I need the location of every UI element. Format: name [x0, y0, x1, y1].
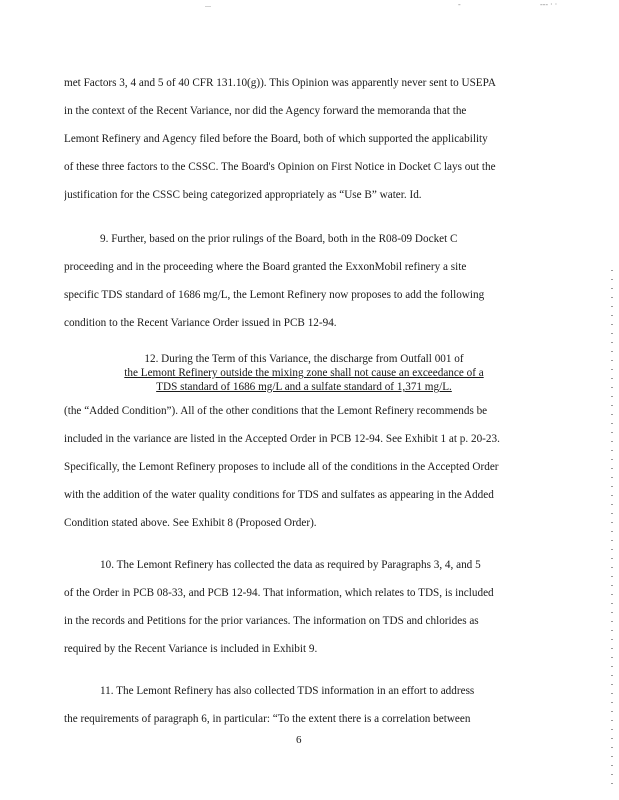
text-line: in the records and Petitions for the prior variances. The information on TDS and chlorides as [64, 615, 479, 627]
text-line: with the addition of the water quality conditions for TDS and sulfates as appearing in the Added [64, 489, 494, 501]
added-condition-quote: the Lemont Refinery outside the mixing zone shall not cause an exceedance of a [124, 367, 484, 379]
paragraph-11-start: 11. The Lemont Refinery has also collected TDS information in an effort to address [100, 685, 475, 697]
text-line: (the “Added Condition”). All of the other conditions that the Lemont Refinery recommends be [64, 405, 488, 417]
text-line: required by the Recent Variance is included in Exhibit 9. [64, 643, 318, 655]
text-line: Specifically, the Lemont Refinery proposes to include all of the conditions in the Accepted Order [64, 461, 499, 473]
scan-artifact: ... [205, 0, 211, 9]
text-line: proceeding and in the proceeding where the Board granted the ExxonMobil refinery a site [64, 261, 467, 273]
scan-artifact: --- · · [540, 0, 558, 9]
text-line: the requirements of paragraph 6, in particular: “To the extent there is a correlation between [64, 713, 471, 725]
text-line: of these three factors to the CSSC. The Board's Opinion on First Notice in Docket C lays out the [64, 161, 496, 173]
text-line: met Factors 3, 4 and 5 of 40 CFR 131.10(g)). This Opinion was apparently never sent to USEPA [64, 77, 496, 89]
scan-artifact: - [458, 0, 461, 9]
text-line: Condition stated above. See Exhibit 8 (Proposed Order). [64, 517, 317, 529]
paragraph-10-start: 10. The Lemont Refinery has collected the data as required by Paragraphs 3, 4, and 5 [100, 559, 481, 571]
paragraph-9-start: 9. Further, based on the prior rulings of the Board, both in the R08-09 Docket C [100, 233, 458, 245]
text-line: justification for the CSSC being categorized appropriately as “Use B” water. Id. [64, 189, 422, 201]
added-condition-quote: TDS standard of 1686 mg/L and a sulfate standard of 1,371 mg/L. [156, 381, 452, 393]
text-line: condition to the Recent Variance Order issued in PCB 12-94. [64, 317, 337, 329]
text-line: specific TDS standard of 1686 mg/L, the Lemont Refinery now proposes to add the following [64, 289, 485, 301]
scan-edge-artifact [611, 270, 613, 790]
page-number: 6 [296, 734, 302, 746]
text-line: Lemont Refinery and Agency filed before the Board, both of which supported the applicability [64, 133, 488, 145]
text-line: in the context of the Recent Variance, nor did the Agency forward the memoranda that the [64, 105, 467, 117]
added-condition-quote: 12. During the Term of this Variance, the discharge from Outfall 001 of [144, 353, 464, 365]
text-line: included in the variance are listed in the Accepted Order in PCB 12-94. See Exhibit 1 at p. 20-23. [64, 433, 500, 445]
text-line: of the Order in PCB 08-33, and PCB 12-94. That information, which relates to TDS, is included [64, 587, 494, 599]
